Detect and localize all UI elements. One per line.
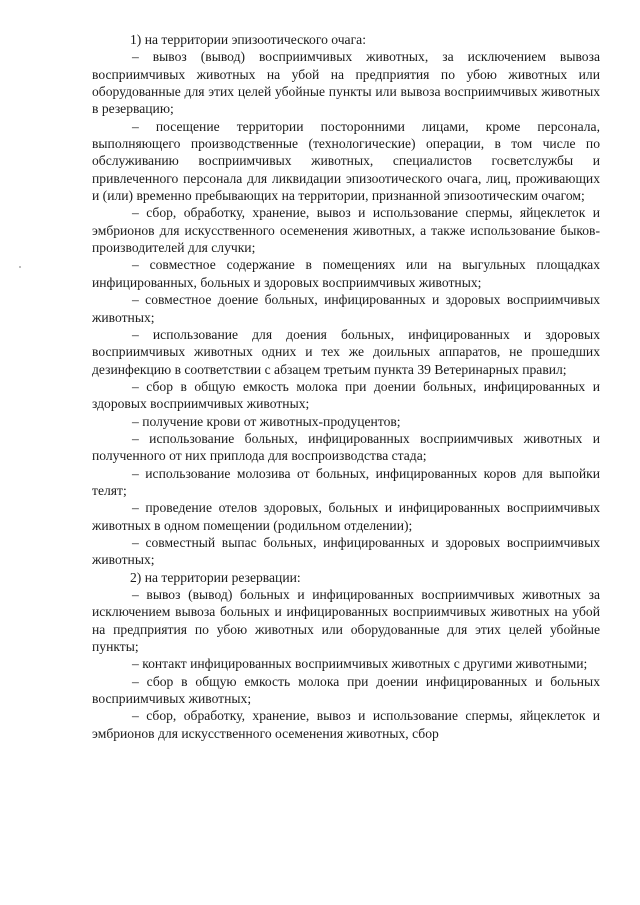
restriction-item: – проведение отелов здоровых, больных и инфицированных восприимчивых животных в одном помещении (родильном отделении); bbox=[92, 500, 600, 533]
restriction-item: – совместный выпас больных, инфицированных и здоровых восприимчивых животных; bbox=[92, 534, 600, 568]
restriction-item: – использование молозива от больных, инфицированных коров для выпойки телят; bbox=[92, 465, 600, 498]
restriction-item: – контакт инфицированных восприимчивых животных с другими животными; bbox=[132, 656, 588, 672]
restriction-item: – вывоз (вывод) восприимчивых животных, за исключением вывоза восприимчивых животных на убой на предприятия по убою животных или оборудованные для этих целей убойные пункты или вывоза восприимчивых животных в резервацию; bbox=[92, 49, 600, 117]
margin-mark bbox=[19, 266, 21, 268]
restriction-item: – совместное содержание в помещениях или на выгульных площадках инфицированных, больных и здоровых восприимчивых животных; bbox=[92, 257, 600, 290]
restriction-item: – получение крови от животных-продуцентов; bbox=[132, 413, 401, 429]
restriction-item: – использование для доения больных, инфицированных и здоровых восприимчивых животных одних и тех же доильных аппаратов, не прошедших дезинфекцию в соответствии с абзацем третьим пункта 39 Ветеринарных правил; bbox=[92, 326, 600, 377]
restriction-item: – сбор в общую емкость молока при доении инфицированных и больных восприимчивых животных; bbox=[92, 673, 600, 707]
section-heading-reservation: 2) на территории резервации: bbox=[130, 569, 301, 585]
restriction-item: – посещение территории посторонними лицами, кроме персонала, выполняющего производственные (технологические) операции, в том числе по обслуживанию восприимчивых животных, специалистов госветслужбы и привлеченного персонала для ликвидации эпизоотического очага, лиц, проживающих и (или) временно пребывающих на территории, признанной эпизоотическим очагом; bbox=[92, 118, 600, 204]
restriction-item: – совместное доение больных, инфицированных и здоровых восприимчивых животных; bbox=[92, 292, 600, 325]
restriction-item: – использование больных, инфицированных восприимчивых животных и полученного от них приплода для воспроизводства стада; bbox=[92, 430, 600, 464]
restriction-item: – сбор, обработку, хранение, вывоз и использование спермы, яйцеклеток и эмбрионов для искусственного осеменения животных, сбор bbox=[92, 708, 600, 741]
restriction-item: – сбор в общую емкость молока при доении больных, инфицированных и здоровых восприимчивых животных; bbox=[92, 378, 600, 412]
document-body bbox=[92, 31, 600, 742]
restriction-item: – сбор, обработку, хранение, вывоз и использование спермы, яйцеклеток и эмбрионов для искусственного осеменения животных, а также использование быков-производителей для случки; bbox=[92, 205, 600, 256]
section-heading-epizootic-focus: 1) на территории эпизоотического очага: bbox=[130, 32, 366, 47]
restriction-item: – вывоз (вывод) больных и инфицированных восприимчивых животных за исключением вывоза больных и инфицированных восприимчивых животных на убой на предприятия по убою животных или оборудованные для этих целей убойные пункты; bbox=[92, 587, 600, 655]
